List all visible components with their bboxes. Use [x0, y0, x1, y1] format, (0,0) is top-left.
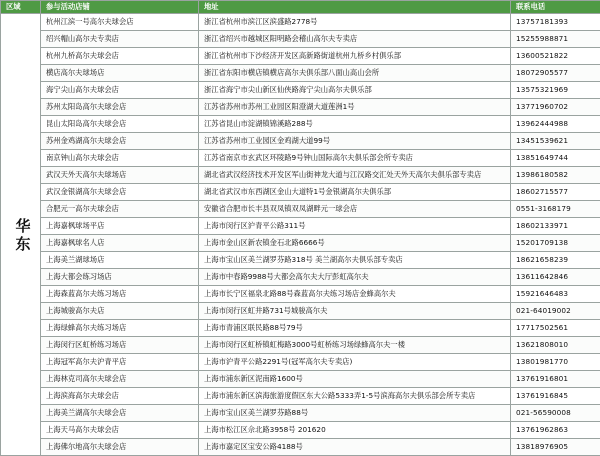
store-name-cell: 南京钟山高尔夫球会店: [41, 150, 199, 167]
phone-cell: 18072905577: [511, 65, 600, 82]
phone-cell: 13986180582: [511, 167, 600, 184]
table-row: [1, 286, 600, 303]
table-row: [1, 167, 600, 184]
phone-cell: 13600521822: [511, 48, 600, 65]
address-cell: 上海市松江区佘北路3958号 201620: [199, 422, 511, 439]
store-name-cell: 上海嘉枫球名人店: [41, 235, 199, 252]
table-row: [1, 337, 600, 354]
table-row: [1, 388, 600, 405]
table-row: [1, 184, 600, 201]
header-address: 地址: [199, 1, 511, 14]
table-row: [1, 303, 600, 320]
phone-cell: 13851649744: [511, 150, 600, 167]
header-phone: 联系电话: [511, 1, 600, 14]
address-cell: 浙江省杭州市滨江区滨盛路2778号: [199, 14, 511, 31]
phone-cell: 15921646483: [511, 286, 600, 303]
address-cell: 江苏省苏州市工业园区金鸡湖大道99号: [199, 133, 511, 150]
store-name-cell: 杭州九桥高尔夫球会店: [41, 48, 199, 65]
phone-cell: 13761916845: [511, 388, 600, 405]
table-row: [1, 99, 600, 116]
address-cell: 上海市宝山区美兰湖罗芬路88号: [199, 405, 511, 422]
table-row: [1, 82, 600, 99]
phone-cell: 13451539621: [511, 133, 600, 150]
address-cell: 江苏省昆山市淀湖镇锦溪路288号: [199, 116, 511, 133]
phone-cell: 13818976905: [511, 439, 600, 456]
address-cell: 江苏省苏州市苏州工业园区阳澄湖大道莲洲1号: [199, 99, 511, 116]
phone-cell: 13801981770: [511, 354, 600, 371]
phone-cell: 17717502561: [511, 320, 600, 337]
phone-cell: 13761962863: [511, 422, 600, 439]
store-name-cell: 上海佛尔地高尔夫球会店: [41, 439, 199, 456]
store-name-cell: 上海林克司高尔夫球会店: [41, 371, 199, 388]
address-cell: 湖北省武汉市东西湖区金山大道特1号金银湖高尔夫俱乐部: [199, 184, 511, 201]
table-row: [1, 235, 600, 252]
store-name-cell: 上海嘉枫球场平店: [41, 218, 199, 235]
table-header-row: [1, 1, 600, 14]
table-row: [1, 405, 600, 422]
table-body: [1, 14, 600, 456]
phone-cell: 18602715577: [511, 184, 600, 201]
phone-cell: 18621658239: [511, 252, 600, 269]
address-cell: 上海市宝山区美兰湖罗芬路318号 美兰湖高尔夫俱乐部专卖店: [199, 252, 511, 269]
address-cell: 浙江省海宁市尖山新区仙侠路海宁尖山高尔夫俱乐部: [199, 82, 511, 99]
table-row: [1, 320, 600, 337]
address-cell: 上海市闵行区虹井路731号城骏高尔夫: [199, 303, 511, 320]
address-cell: 上海市沪青平公路2291号(冠军高尔夫专卖店): [199, 354, 511, 371]
address-cell: 上海市青浦区联民路88号79号: [199, 320, 511, 337]
address-cell: 上海市浦东新区滨海旅游度假区东大公路5333弄1-5号滨海高尔夫俱乐部会所专卖店: [199, 388, 511, 405]
table-row: [1, 354, 600, 371]
address-cell: 上海市闵行区沪青平公路311号: [199, 218, 511, 235]
store-name-cell: 合肥元一高尔夫球会店: [41, 201, 199, 218]
phone-cell: 0551-3168179: [511, 201, 600, 218]
store-name-cell: 上海滨海高尔夫球会店: [41, 388, 199, 405]
address-cell: 安徽省合肥市长丰县双凤镇双凤湖畔元一球会店: [199, 201, 511, 218]
table-row: [1, 133, 600, 150]
table-row: [1, 14, 600, 31]
phone-cell: 13761916801: [511, 371, 600, 388]
store-name-cell: 上海城骏高尔夫店: [41, 303, 199, 320]
region-label: 华东: [15, 217, 31, 253]
store-name-cell: 苏州太阳岛高尔夫球会店: [41, 99, 199, 116]
store-name-cell: 上海闵行区虹桥练习场店: [41, 337, 199, 354]
store-name-cell: 上海森蓝高尔夫练习场店: [41, 286, 199, 303]
store-name-cell: 苏州金鸡湖高尔夫球会店: [41, 133, 199, 150]
region-cell: [1, 14, 41, 456]
phone-cell: 021-56590008: [511, 405, 600, 422]
table-row: [1, 439, 600, 456]
phone-cell: 13771960702: [511, 99, 600, 116]
phone-cell: 13962444988: [511, 116, 600, 133]
store-name-cell: 杭州江滨一号高尔夫球会店: [41, 14, 199, 31]
address-cell: 湖北省武汉经济技术开发区军山街神龙大道与江汉路交汇处天外天高尔夫俱乐部专卖店: [199, 167, 511, 184]
header-store: 参与活动店铺: [41, 1, 199, 14]
table-row: [1, 371, 600, 388]
address-cell: 浙江省杭州市下沙经济开发区高新路街道杭州九桥乡村俱乐部: [199, 48, 511, 65]
table-row: [1, 48, 600, 65]
store-name-cell: 绍兴帽山高尔夫专卖店: [41, 31, 199, 48]
address-cell: 浙江省东阳市横店镇横店高尔夫俱乐部八面山高山会所: [199, 65, 511, 82]
store-name-cell: 上海天马高尔夫球会店: [41, 422, 199, 439]
phone-cell: 18602133971: [511, 218, 600, 235]
address-cell: 上海市金山区新农镇金石北路6666号: [199, 235, 511, 252]
table-row: [1, 31, 600, 48]
store-name-cell: 上海绿蜂高尔夫练习场店: [41, 320, 199, 337]
table-row: [1, 116, 600, 133]
phone-cell: 13575321969: [511, 82, 600, 99]
store-name-cell: 横店高尔夫球场店: [41, 65, 199, 82]
header-region: 区域: [1, 1, 41, 14]
phone-cell: 13611642846: [511, 269, 600, 286]
store-name-cell: 上海冠军高尔夫沪青平店: [41, 354, 199, 371]
store-name-cell: 昆山太阳岛高尔夫球会店: [41, 116, 199, 133]
address-cell: 江苏省南京市玄武区环陵路9号钟山国际高尔夫俱乐部会所专卖店: [199, 150, 511, 167]
store-name-cell: 上海大都会练习场店: [41, 269, 199, 286]
address-cell: 上海市浦东新区泥南路1600号: [199, 371, 511, 388]
phone-cell: 021-64019002: [511, 303, 600, 320]
store-name-cell: 上海美兰湖球场店: [41, 252, 199, 269]
table-row: [1, 269, 600, 286]
store-name-cell: 海宁尖山高尔夫球会店: [41, 82, 199, 99]
table-row: [1, 252, 600, 269]
address-cell: 上海市嘉定区宝安公路4188号: [199, 439, 511, 456]
store-name-cell: 武汉天外天高尔夫球场店: [41, 167, 199, 184]
address-cell: 上海市闵行区虹桥镇虹梅路3000号虹桥练习场绿蜂高尔夫一楼: [199, 337, 511, 354]
store-name-cell: 武汉金银湖高尔夫球会店: [41, 184, 199, 201]
table-row: [1, 150, 600, 167]
table-row: [1, 218, 600, 235]
table-row: [1, 422, 600, 439]
phone-cell: 15201709138: [511, 235, 600, 252]
phone-cell: 15255988871: [511, 31, 600, 48]
store-name-cell: 上海美兰湖高尔夫球会店: [41, 405, 199, 422]
table-row: [1, 65, 600, 82]
table-row: [1, 201, 600, 218]
address-cell: 上海市中春路9988号大都会高尔夫大厅彭虹高尔夫: [199, 269, 511, 286]
phone-cell: 13757181393: [511, 14, 600, 31]
phone-cell: 13621808010: [511, 337, 600, 354]
address-cell: 浙江省绍兴市越城区阳明路会稽山高尔夫专卖店: [199, 31, 511, 48]
address-cell: 上海市长宁区福泉北路88号森蓝高尔夫练习场店金蜂高尔夫: [199, 286, 511, 303]
